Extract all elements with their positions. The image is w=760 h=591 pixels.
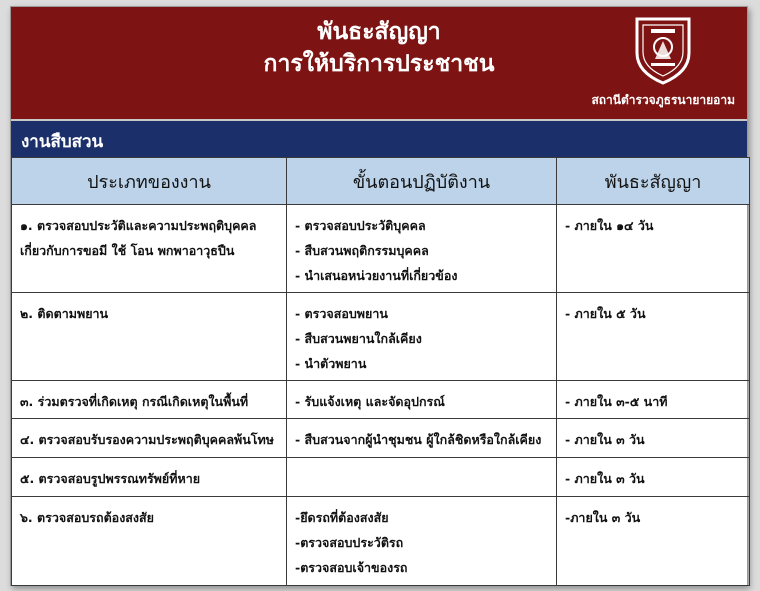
steps-cell xyxy=(287,497,557,586)
type-text: ๔. ตรวจสอบรับรองความประพฤติบุคคลพ้นโทษ xyxy=(20,432,275,447)
police-shield-icon xyxy=(631,15,695,85)
type-cell xyxy=(12,293,287,381)
type-cell xyxy=(12,419,287,458)
table-row xyxy=(12,419,750,458)
step-text: - ตรวจสอบประวัติบุคคล xyxy=(295,218,426,233)
step-text: - นำเสนอหน่วยงานที่เกี่ยวข้อง xyxy=(295,268,458,283)
type-text: ๕. ตรวจสอบรูปพรรณทรัพย์ที่หาย xyxy=(20,471,201,486)
service-table xyxy=(11,157,750,586)
station-name: สถานีตำรวจภูธรนายายอาม xyxy=(591,93,735,107)
steps-cell xyxy=(287,419,557,458)
step-text: - ตรวจสอบพยาน xyxy=(295,306,388,321)
header-banner xyxy=(11,7,747,119)
type-cell xyxy=(12,458,287,497)
type-cell xyxy=(12,497,287,586)
commitment-text: - ภายใน ๑๔ วัน xyxy=(565,218,654,233)
type-text: ๓. ร่วมตรวจที่เกิดเหตุ กรณีเกิดเหตุในพื้นที่ xyxy=(20,394,249,409)
step-text: - สืบสวนพยานใกล้เคียง xyxy=(295,331,422,346)
steps-cell xyxy=(287,381,557,419)
steps-cell xyxy=(287,293,557,381)
table-row xyxy=(12,497,750,586)
page-subtitle: การให้บริการประชาชน xyxy=(263,51,495,77)
commitment-text: - ภายใน ๓-๕ นาที xyxy=(565,394,668,409)
commitment-cell xyxy=(557,419,750,458)
step-text: -ตรวจสอบเจ้าของรถ xyxy=(295,560,408,575)
steps-cell xyxy=(287,458,557,497)
commitment-cell xyxy=(557,205,750,293)
column-header-type: ประเภทของงาน xyxy=(12,158,287,205)
type-text: ๑. ตรวจสอบประวัติและความประพฤติบุคคล xyxy=(20,218,257,233)
type-text: เกี่ยวกับการขอมี ใช้ โอน พกพาอาวุธปืน xyxy=(20,243,235,258)
column-header-steps: ขั้นตอนปฏิบัติงาน xyxy=(287,158,557,205)
page-title: พันธะสัญญา xyxy=(317,19,441,45)
steps-cell xyxy=(287,205,557,293)
step-text: - นำตัวพยาน xyxy=(295,356,367,371)
type-text: ๖. ตรวจสอบรถต้องสงสัย xyxy=(20,510,154,525)
commitment-text: - ภายใน ๕ วัน xyxy=(565,306,646,321)
commitment-text: - ภายใน ๓ วัน xyxy=(565,471,645,486)
commitment-cell xyxy=(557,293,750,381)
commitment-text: - ภายใน ๓ วัน xyxy=(565,432,645,447)
table-row xyxy=(12,381,750,419)
step-text: -ตรวจสอบประวัติรถ xyxy=(295,535,404,550)
step-text: - สืบสวนจากผู้นำชุมชน ผู้ใกล้ชิดหรือใกล้เคียง xyxy=(295,432,542,447)
column-header-commitment: พันธะสัญญา xyxy=(557,158,750,205)
document-sheet xyxy=(10,6,748,586)
step-text: - สืบสวนพฤติกรรมบุคคล xyxy=(295,243,429,258)
type-cell xyxy=(12,205,287,293)
step-text: - รับแจ้งเหตุ และจัดอุปกรณ์ xyxy=(295,394,445,409)
commitment-cell xyxy=(557,497,750,586)
commitment-cell xyxy=(557,458,750,497)
table-row xyxy=(12,293,750,381)
table-header-row xyxy=(12,158,750,205)
type-cell xyxy=(12,381,287,419)
table-row xyxy=(12,205,750,293)
commitment-text: -ภายใน ๓ วัน xyxy=(565,510,641,525)
section-title: งานสืบสวน xyxy=(11,119,747,157)
type-text: ๒. ติดตามพยาน xyxy=(20,306,109,321)
table-row xyxy=(12,458,750,497)
commitment-cell xyxy=(557,381,750,419)
step-text: -ยึดรถที่ต้องสงสัย xyxy=(295,510,389,525)
